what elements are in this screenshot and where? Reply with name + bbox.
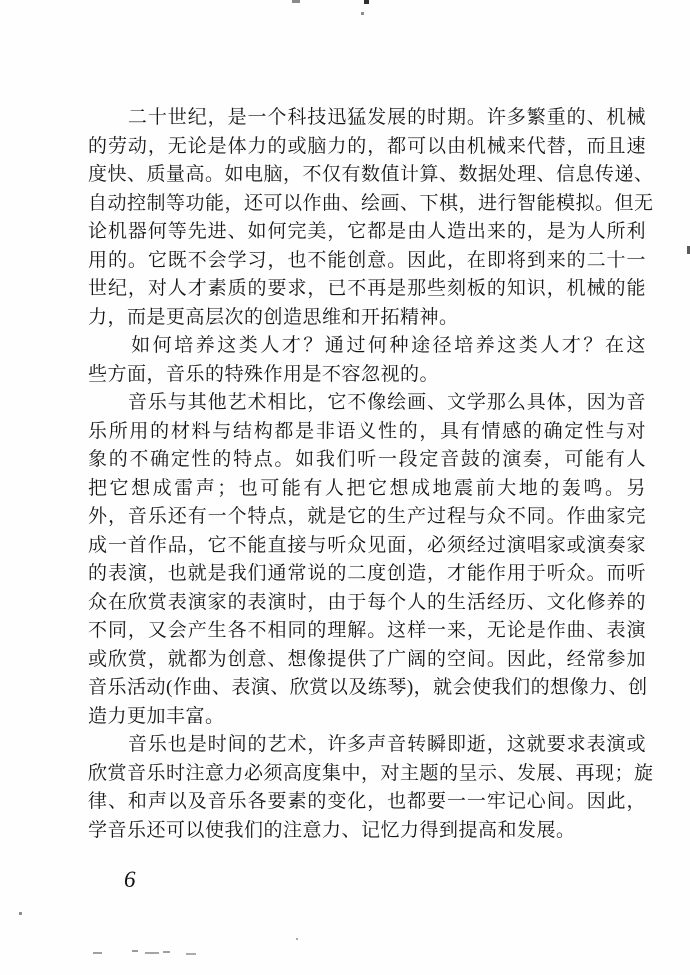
text-line: 乐所用的材料与结构都是非语义性的，具有情感的确定性与对 [88, 420, 646, 442]
text-line: 力，而是更高层次的创造思维和开拓精神。 [88, 306, 459, 328]
text-line: 欣赏音乐时注意力必须高度集中，对主题的呈示、发展、再现；旋 [88, 762, 654, 784]
page-number: 6 [124, 867, 136, 892]
text-line: 律、和声以及音乐各要素的变化，也都要一一牢记心间。因此， [88, 791, 646, 812]
scan-speck [163, 951, 170, 953]
text-line: 论机器何等先进、如何完美，它都是由人造出来的，是为人所利 [88, 221, 646, 242]
text-line: 如何培养这类人才？通过何种途径培养这类人才？在这 [88, 335, 646, 356]
scan-speck [292, 0, 300, 3]
text-line: 把它想成雷声；也可能有人把它想成地震前大地的轰鸣。另 [88, 477, 646, 499]
text-line: 二十世纪，是一个科技迅猛发展的时期。许多繁重的、机械 [88, 107, 646, 128]
text-line: 不同，又会产生各不相同的理解。这样一来，无论是作曲、表演 [88, 620, 646, 641]
scan-speck [296, 938, 298, 940]
text-line: 成一首作品，它不能直接与听众见面，必须经过演唱家或演奏家 [88, 534, 646, 556]
text-line: 的表演，也就是我们通常说的二度创造，才能作用于听众。而听 [88, 563, 646, 584]
text-line: 音乐活动(作曲、表演、欣赏以及练琴)，就会使我们的想像力、创 [88, 677, 648, 698]
scan-speck [19, 912, 22, 915]
scan-speck [145, 952, 159, 954]
text-line: 的劳动，无论是体力的或脑力的，都可以由机械来代替，而且速 [88, 135, 646, 157]
text-line: 众在欣赏表演家的表演时，由于每个人的生活经历、文化修养的 [88, 591, 646, 613]
text-line: 象的不确定性的特点。如我们听一段定音鼓的演奏，可能有人 [88, 449, 646, 470]
scan-speck [132, 950, 138, 952]
text-line: 世纪，对人才素质的要求，已不再是那些刻板的知识，机械的能 [88, 278, 646, 299]
text-line: 用的。它既不会学习，也不能创意。因此，在即将到来的二十一 [88, 249, 646, 271]
text-line: 音乐与其他艺术相比，它不像绘画、文学那么具体，因为音 [88, 392, 646, 413]
body-text [88, 104, 654, 845]
text-line: 度快、质量高。如电脑，不仅有数值计算、数据处理、信息传递、 [88, 164, 654, 185]
text-line: 音乐也是时间的艺术，许多声音转瞬即逝，这就要求表演或 [88, 734, 646, 755]
scan-speck [93, 952, 102, 954]
text-line: 外，音乐还有一个特点，就是它的生产过程与众不同。作曲家完 [88, 506, 646, 527]
scan-speck [186, 953, 196, 955]
text-line: 或欣赏，就都为创意、想像提供了广阔的空间。因此，经常参加 [88, 648, 646, 670]
scan-speck [361, 12, 364, 15]
text-line: 学音乐还可以使我们的注意力、记忆力得到提高和发展。 [88, 819, 576, 841]
text-line: 自动控制等功能，还可以作曲、绘画、下棋，进行智能模拟。但无 [88, 192, 654, 214]
text-line: 造力更加丰富。 [88, 705, 225, 727]
scan-speck [364, 0, 369, 4]
text-line: 些方面，音乐的特殊作用是不容忽视的。 [88, 363, 440, 385]
